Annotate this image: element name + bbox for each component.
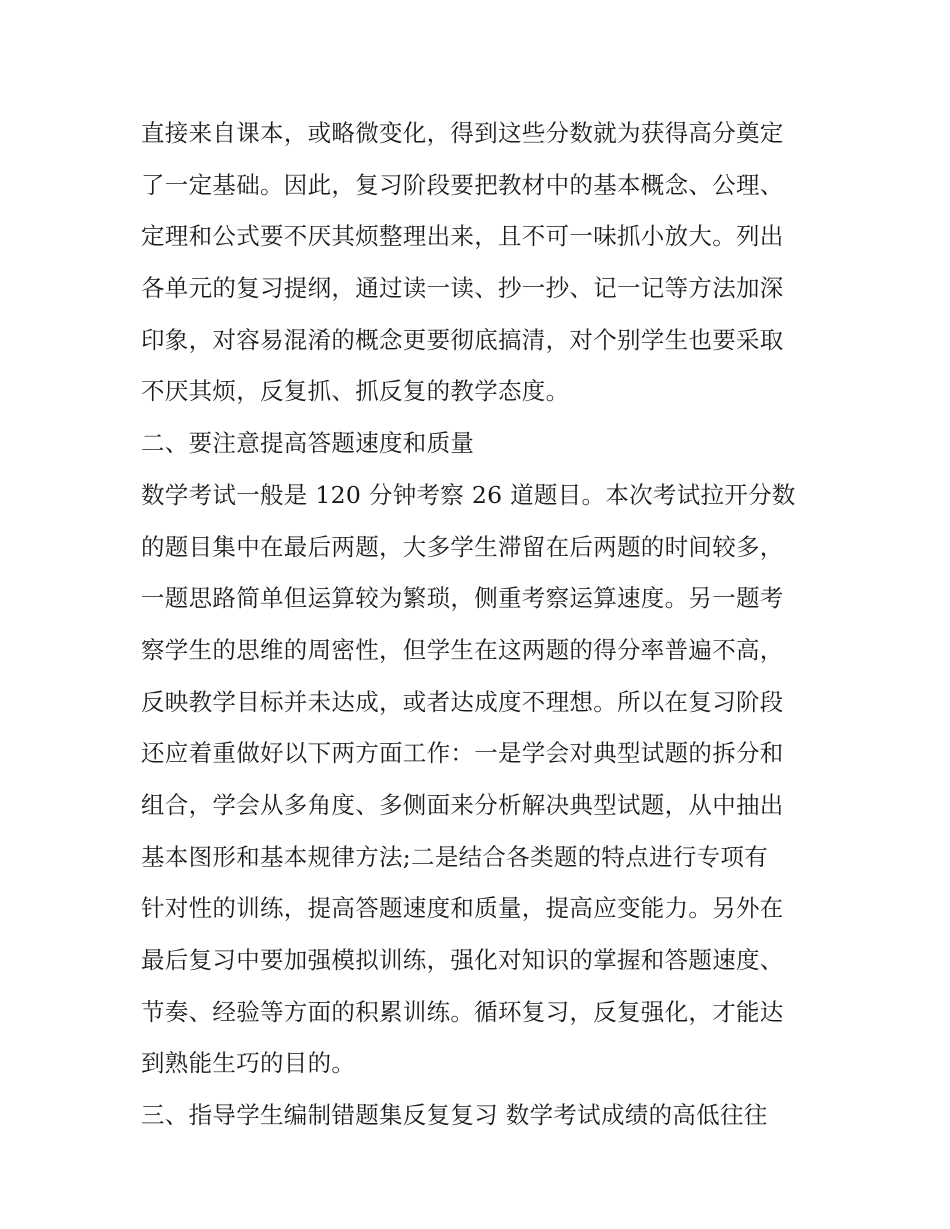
section-heading: 三、指导学生编制错题集反复复习 数学考试成绩的高低往往 [141,1101,768,1130]
section-heading: 二、要注意提高答题速度和质量 [141,429,475,458]
paragraph-line: 一题思路简单但运算较为繁琐，侧重考察运算速度。另一题考 [141,584,784,613]
paragraph-line: 基本图形和基本规律方法;二是结合各类题的特点进行专项有 [141,842,769,871]
paragraph-line: 了一定基础。因此，复习阶段要把教材中的基本概念、公理、 [141,170,784,199]
paragraph-line: 到熟能生巧的目的。 [141,1049,356,1078]
paragraph-line: 直接来自课本，或略微变化，得到这些分数就为获得高分奠定 [141,119,784,147]
paragraph-line: 印象，对容易混淆的概念更要彻底搞清，对个别学生也要采取 [141,325,784,354]
paragraph-line: 反映教学目标并未达成，或者达成度不理想。所以在复习阶段 [141,687,784,716]
paragraph-line: 组合，学会从多角度、多侧面来分析解决典型试题，从中抽出 [141,790,784,819]
paragraph-line: 还应着重做好以下两方面工作：一是学会对典型试题的拆分和 [141,739,784,768]
paragraph-line: 节奏、经验等方面的积累训练。循环复习，反复强化，才能达 [141,997,784,1026]
paragraph-line: 最后复习中要加强模拟训练，强化对知识的掌握和答题速度、 [141,946,784,974]
paragraph-line: 定理和公式要不厌其烦整理出来，且不可一味抓小放大。列出 [141,222,784,251]
paragraph-line: 不厌其烦，反复抓、抓反复的教学态度。 [141,377,570,406]
document-body [141,108,821,1142]
paragraph-line: 的题目集中在最后两题，大多学生滞留在后两题的时间较多， [141,532,784,561]
paragraph-line: 数学考试一般是 120 分钟考察 26 道题目。本次考试拉开分数 [141,480,796,509]
paragraph-line: 察学生的思维的周密性，但学生在这两题的得分率普遍不高， [141,635,784,664]
paragraph-line: 各单元的复习提纲，通过读一读、抄一抄、记一记等方法加深 [141,274,784,303]
paragraph-line: 针对性的训练，提高答题速度和质量，提高应变能力。另外在 [141,894,784,923]
